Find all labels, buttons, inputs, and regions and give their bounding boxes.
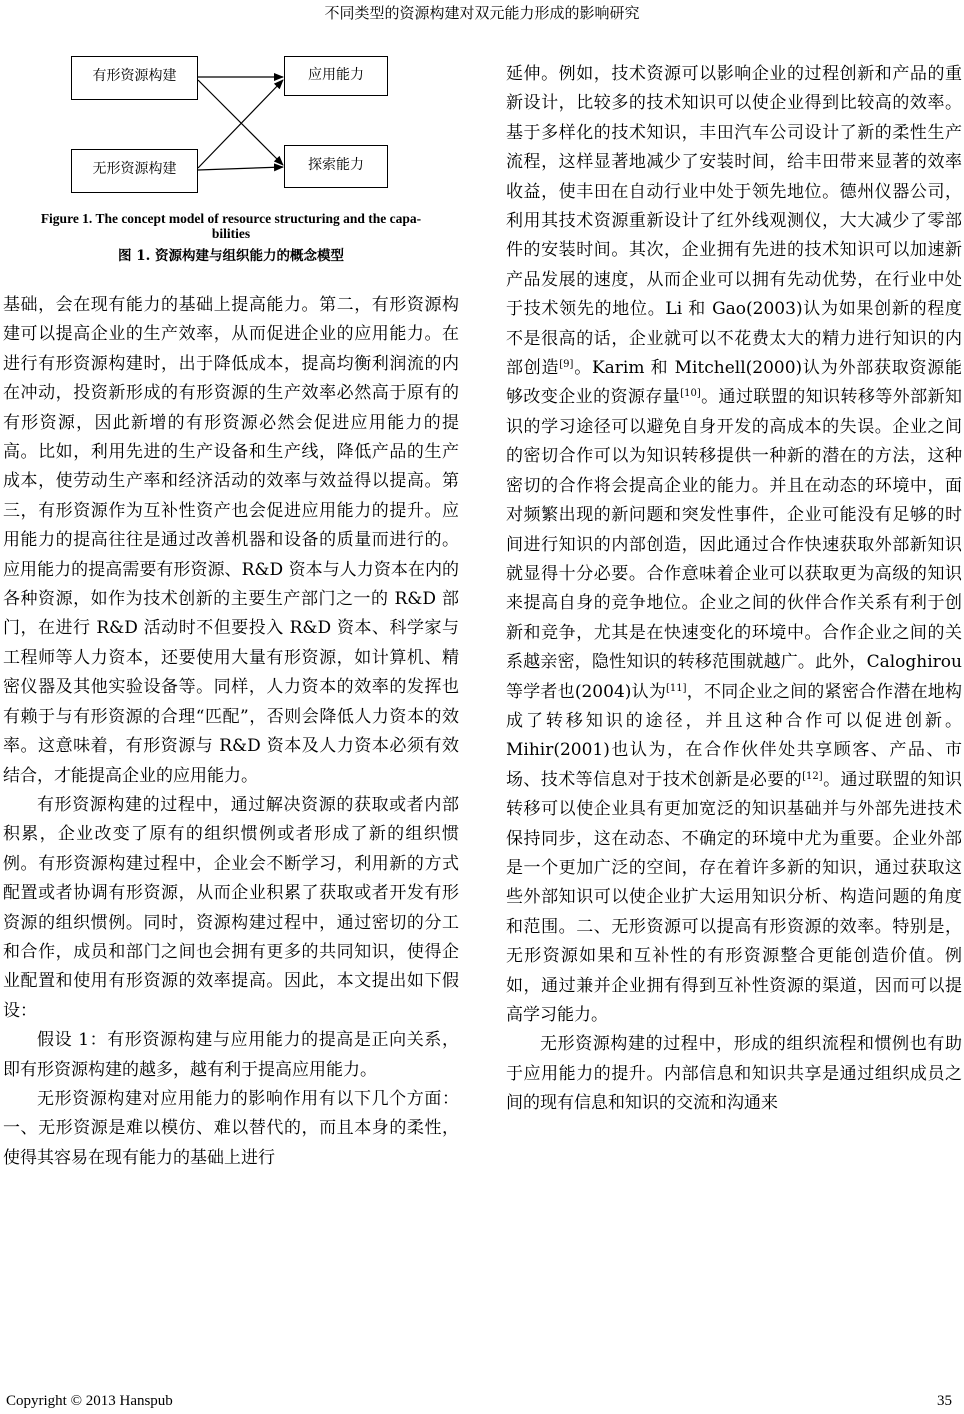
left-column — [3, 291, 459, 1173]
citation-12[interactable]: [12] — [802, 770, 823, 782]
running-header: 不同类型的资源构建对双元能力形成的影响研究 — [324, 4, 640, 22]
text-run: 。通过联盟的知识转移可以使企业具有更加宽泛的知识基础并与外部先进技术保持同步，这在动态、不确定的环境中尤为重要。企业外部是一个更加广泛的空间，存在着许多新的知识，通过获取这些外部知识可以使企业扩大运用知识分析、构造问题的角度和范围。二、无形资源可以提高有形资源的效率。特别是，无形资源如果和互补性的有形资源整合更能创造价值。例如，通过兼并企业拥有得到互补性资源的渠道，因而可以提高学习能力。 — [506, 769, 963, 1025]
tangible-resource-label: 有形资源构建 — [92, 68, 177, 84]
intangible-resource-label: 无形资源构建 — [92, 161, 177, 177]
figure-caption-en — [0, 211, 462, 241]
text-run: ，不同企业之间的紧密合作潜在地构成了转移知识的途径，并且这种合作可以促进创新。Mihir(2001)也认为，在合作伙伴处共享顾客、产品、市场、技术等信息对于技术创新是必要的 — [506, 681, 962, 790]
tangible-resource-box — [71, 56, 198, 100]
exploration-capability-box — [284, 145, 388, 188]
hypothesis-1: 假设 1：有形资源构建与应用能力的提高是正向关系，即有形资源构建的越多，越有利于提高应用能力。 — [3, 1030, 459, 1080]
exploitation-capability-box — [284, 56, 388, 96]
text-run: 延伸。例如，技术资源可以影响企业的过程创新和产品的重新设计，比较多的技术知识可以使企业得到比较高的效率。基于多样化的技术知识，丰田汽车公司设计了新的柔性生产流程，这样显著地减少了安装时间，给丰田带来显著的效率收益，使丰田在自动行业中处于领先地位。德州仪器公司，利用其技术资源重新设计了红外线观测仪，大大减少了零部件的安装时间。其次，企业拥有先进的技术知识可以加速新产品发展的速度，从而企业可以拥有先动优势，在行业中处于技术领先的地位。Li 和 Gao(2003)认为如果创新的程度不是很高的话，企业就可以不花费太大的精力进行知识的内部创造 — [506, 64, 962, 379]
citation-11[interactable]: [11] — [666, 682, 687, 694]
figure-caption-zh: 图 1. 资源构建与组织能力的概念模型 — [118, 248, 344, 264]
figure-caption-en-line2: bilities — [211, 226, 251, 241]
paragraph: 无形资源构建对应用能力的影响作用有以下几个方面：一、无形资源是难以模仿、难以替代的，而且本身的柔性，使得其容易在现有能力的基础上进行 — [3, 1088, 459, 1168]
exploitation-capability-label: 应用能力 — [308, 67, 364, 83]
paragraph: 无形资源构建的过程中，形成的组织流程和惯例也有助于应用能力的提升。内部信息和知识共享是通过组织成员之间的现有信息和知识的交流和沟通来 — [506, 1034, 962, 1114]
figure-caption-en-line1: Figure 1. The concept model of resource structuring and the capa- — [40, 211, 422, 226]
copyright-footer: Copyright © 2013 Hanspub — [6, 1393, 173, 1409]
text-run: 。Karim 和 Mitchell(2000)认为外部获取资源能够改变企业的资源存量 — [506, 358, 963, 408]
citation-10[interactable]: [10] — [680, 388, 701, 400]
page-number: 35 — [937, 1393, 952, 1409]
concept-model-figure — [0, 0, 480, 205]
right-column — [506, 60, 962, 1119]
arrow-intangible-to-explore — [198, 167, 283, 170]
paragraph — [506, 60, 962, 1030]
paragraph: 基础，会在现有能力的基础上提高能力。第二，有形资源构建可以提高企业的生产效率，从而促进企业的应用能力。在进行有形资源构建时，出于降低成本，提高均衡利润流的内在冲动，投资新形成的有形资源的生产效率必然高于原有的有形资源，因此新增的有形资源必然会促进应用能力的提高。比如，利用先进的生产设备和生产线，降低产品的生产成本，使劳动生产率和经济活动的效率与效益得以提高。第三，有形资源作为互补性资产也会促进应用能力的提升。应用能力的提高往往是通过改善机器和设备的质量而进行的。应用能力的提高需要有形资源、R&D 资本与人力资本在内的各种资源，如作为技术创新的主要生产部门之一的 R&D 部门，在进行 R&D 活动时不但要投入 R&D 资本、科学家与工程师等人力资本，还要使用大量有形资源，如计算机、精密仪器及其他实验设备等。同样，人力资本的效率的发挥也有赖于与有形资源的合理“匹配”，否则会降低人力资本的效率。这意味着，有形资源与 R&D 资本及人力资本必须有效结合，才能提高企业的应用能力。 — [3, 295, 459, 786]
intangible-resource-box — [71, 149, 198, 193]
exploration-capability-label: 探索能力 — [308, 157, 364, 173]
citation-9[interactable]: [9] — [559, 359, 574, 371]
text-run: 。通过联盟的知识转移等外部新知识的学习途径可以避免自身开发的高成本的失误。企业之间的密切合作可以为知识转移提供一种新的潜在的方法，这种密切的合作将会提高企业的能力。并且在动态的环境中，面对频繁出现的新问题和突发性事件，企业可能没有足够的时间进行知识的内部创造，因此通过合作快速获取外部新知识就显得十分必要。合作意味着企业可以获取更为高级的知识来提高自身的竞争地位。企业之间的伙伴合作关系有利于创新和竞争，尤其是在快速变化的环境中。合作企业之间的关系越亲密，隐性知识的转移范围就越广。此外，Caloghirou 等学者也(2004)认为 — [506, 387, 962, 702]
paragraph: 有形资源构建的过程中，通过解决资源的获取或者内部积累，企业改变了原有的组织惯例或者形成了新的组织惯例。有形资源构建过程中，企业会不断学习，利用新的方式配置或者协调有形资源，从而企业积累了获取或者开发有形资源的组织惯例。同时，资源构建过程中，通过密切的分工和合作，成员和部门之间也会拥有更多的共同知识，使得企业配置和使用有形资源的效率提高。因此，本文提出如下假设： — [3, 794, 459, 1021]
